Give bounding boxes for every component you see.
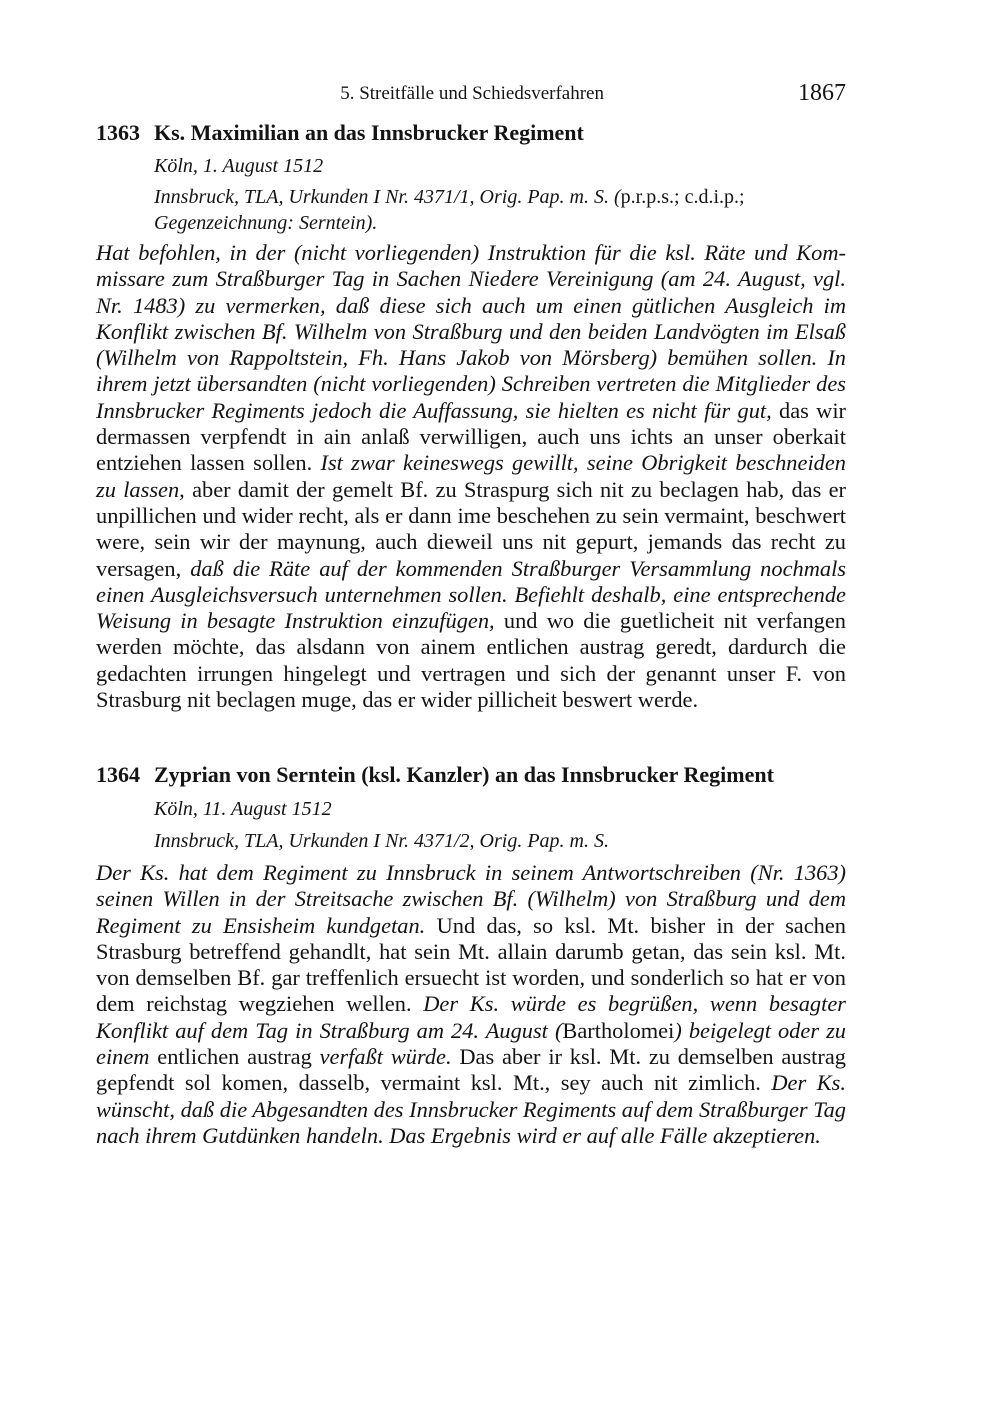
running-title: 5. Streitfälle und Schiedsverfahren (340, 83, 604, 104)
roman-text-segment: aber damit der gemelt Bf. zu Straspurg sich nit zu beclagen hab, das er unpillichen und wider recht, als er dann ime beschehen zu sein vermaint, beschwert were, sein wir der maynung, auch dieweil uns nit gepurt, jemands das recht zu versagen, (96, 476, 846, 581)
source-citation (154, 828, 846, 854)
document-number: 1363 (96, 120, 140, 145)
italic-text-segment: Hat befohlen, in der (nicht vorliegenden) Instruktion für die ksl. Räte und Kommissare zum Straßburger Tag in Sachen Niedere Vereinigung (am 24. August, vgl. Nr. 1483) zu vermerken, daß diese sich auch um einen gütlichen Ausgleich im Konflikt zwischen Bf. Wilhelm von Straßburg und den beiden Landvögten im Elsaß (Wilhelm von Rappoltstein, Fh. Hans Jakob von Mörsberg) bemühen sollen. In ihrem jetzt übersandten (nicht vorliegenden) Schreiben vertreten die Mitglieder des Innsbrucker Regiments jedoch die Auffassung, sie hielten es nicht für gut, (96, 240, 846, 423)
italic-text-segment: Innsbruck, TLA, Urkunden I Nr. 4371/1, Orig. Pap. m. S. ( (154, 186, 621, 208)
italic-text-segment: Ist zwar keineswegs gewillt, seine Obrigkeit beschneiden zu lassen, (96, 450, 846, 502)
italic-text-segment: verfaßt würde. (319, 1044, 452, 1070)
italic-text-segment: ) beigelegt oder zu einem (96, 1017, 846, 1070)
document-heading-1364 (96, 762, 774, 788)
document-body (96, 860, 846, 1149)
italic-text-segment: Innsbruck, TLA, Urkunden I Nr. 4371/2, Orig. Pap. m. S. (154, 830, 609, 852)
document-number: 1364 (96, 762, 140, 787)
document-title: Ks. Maximilian an das Innsbrucker Regiment (154, 120, 584, 145)
place-date: Köln, 11. August 1512 (154, 798, 332, 820)
italic-text-segment: Gegenzeichnung: Serntein). (154, 212, 378, 234)
source-citation (154, 184, 846, 236)
place-date: Köln, 1. August 1512 (154, 155, 324, 177)
roman-text-segment: Bartholomei (562, 1017, 675, 1043)
roman-text-segment: entlichen austrag (149, 1044, 320, 1070)
document-body (96, 240, 846, 713)
italic-text-segment: Der Ks. hat dem Regiment zu Innsbruck in seinem Antwortschreiben (Nr. 1363) seinen Willen in der Streitsache zwischen Bf. (Wilhelm) von Straßburg und dem Regiment zu Ensisheim kundgetan. (96, 860, 846, 938)
roman-text-segment: c.d.i.p.; (684, 186, 745, 208)
page-number: 1867 (798, 80, 846, 106)
document-heading-1363 (96, 120, 584, 146)
roman-text-segment: und wo die guetlicheit nit verfangen werden möchte, das alsdann von ainem entlichen austrag geredt, dardurch die gedachten irrungen hingelegt und vertragen und sich der genannt unser F. von Strasburg nit beclagen muge, das er wider pillicheit beswert werde. (96, 608, 846, 713)
document-title: Zyprian von Serntein (ksl. Kanzler) an das Innsbrucker Regiment (154, 762, 774, 787)
roman-text-segment: Und das, so ksl. Mt. bisher in der sachen Strasburg betreffend gehandlt, hat sein Mt. allain darumb getan, das sein ksl. Mt. von demselben Bf. gar treffenlich ersuecht ist worden, und sonderlich so hat er von dem reichstag wegziehen wellen. (96, 912, 846, 1017)
roman-text-segment: das wir dermassen verpfendt in ain anlaß verwilligen, auch uns ichts an unser oberkait entziehen lassen sollen. (96, 397, 846, 476)
italic-text-segment: Der Ks. wünscht, daß die Abgesandten des Innsbrucker Regiments auf dem Straßburger Tag nach ihrem Gutdünken handeln. Das Ergebnis wird er auf alle Fälle akzeptieren. (96, 1070, 846, 1148)
italic-text-segment: Der Ks. würde es begrüßen, wenn besagter Konflikt auf dem Tag in Straßburg am 24. August ( (96, 991, 846, 1043)
roman-text-segment: Das aber ir ksl. Mt. zu demselben austrag gepfendt sol komen, dasselb, vermaint ksl. Mt., sey auch nit zimlich. (96, 1044, 846, 1096)
italic-text-segment: daß die Räte auf der kommenden Straßburger Versammlung nochmals einen Ausgleichsversuch unternehmen sollen. Befiehlt deshalb, eine entsprechende Weisung in besagte Instruktion einzufügen, (96, 555, 847, 634)
roman-text-segment: p.r.p.s.; (620, 186, 680, 208)
running-head (96, 80, 846, 110)
